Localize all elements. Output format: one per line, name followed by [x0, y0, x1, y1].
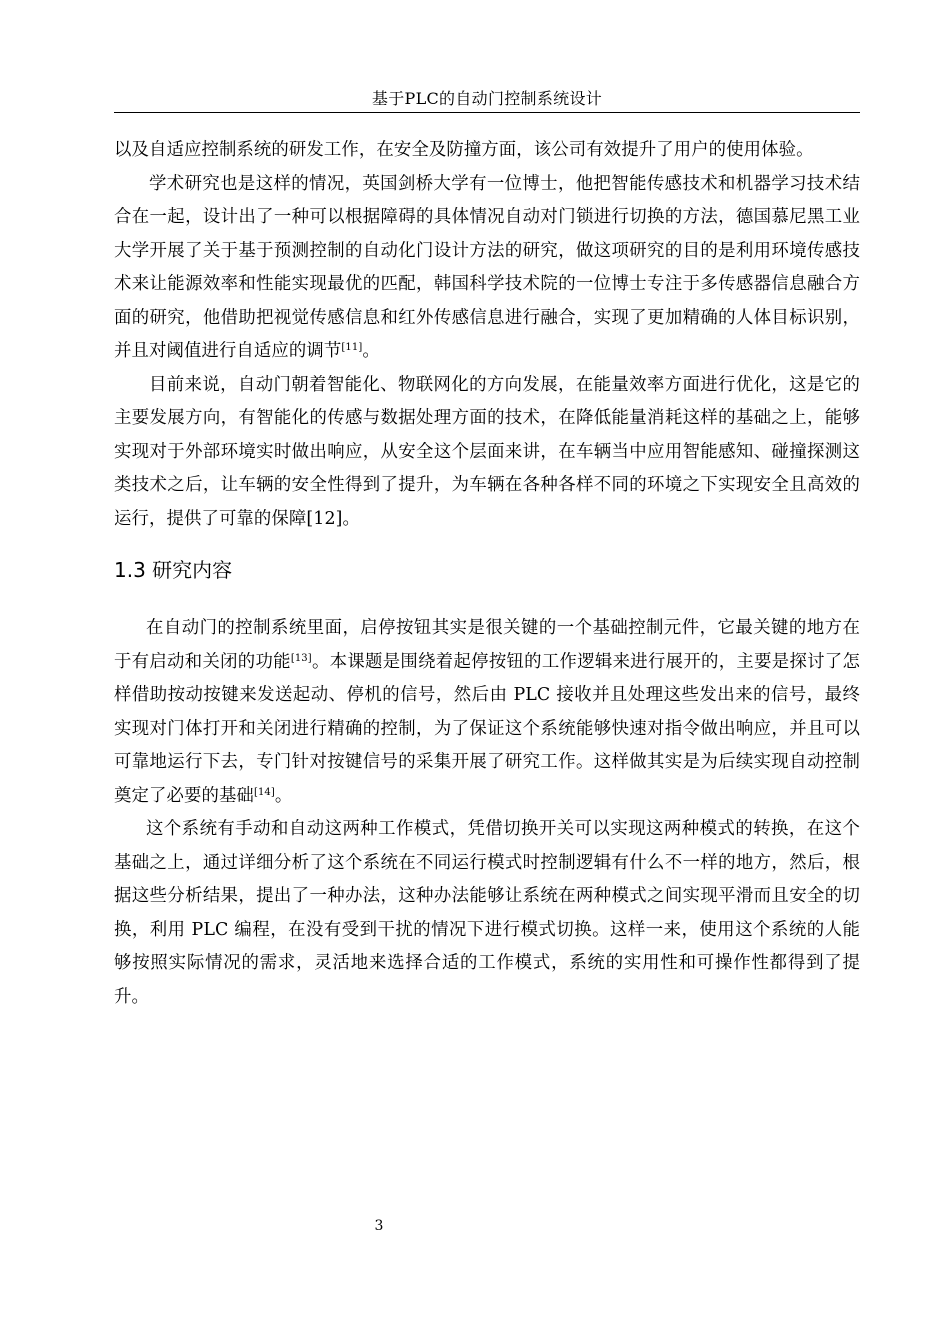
running-header: 基于PLC的自动门控制系统设计 — [371, 89, 603, 108]
page-number: 3 — [374, 1218, 384, 1234]
citation-13: [13] — [290, 652, 312, 664]
paragraph-4-end: 。 — [274, 785, 293, 806]
paragraph-1: 以及自适应控制系统的研发工作，在安全及防撞方面，该公司有效提升了用户的使用体验。 — [114, 140, 814, 160]
paragraph-2-text: 学术研究也是这样的情况，英国剑桥大学有一位博士，他把智能传感技术和机器学习技术结合在一起，设计出了一种可以根据障碍的具体情况自动对门锁进行切换的方法，德国慕尼黑工业大学开展了关于基于预测控制的自动化门设计方法的研究，做这项研究的目的是利用环境传感技术来让能源效率和性能实现最优的匹配，韩国科学技术院的一位博士专注于多传感器信息融合方面的研究，他借助把视觉传感信息和红外传感信息进行融合，实现了更加精确的人体目标识别，并且对阈值进行自适应的调节 — [114, 173, 860, 361]
paragraph-5: 这个系统有手动和自动这两种工作模式，凭借切换开关可以实现这两种模式的转换，在这个基础之上，通过详细分析了这个系统在不同运行模式时控制逻辑有什么不一样的地方，然后，根据这些分析结果，提出了一种办法，这种办法能够让系统在两种模式之间实现平滑而且安全的切换，利用 PLC 编程，在没有受到干扰的情况下进行模式切换。这样一来，使用这个系统的人能够按照实际情况的需求，灵活地来选择合适的工作模式，系统的实用性和可操作性都得到了提升。 — [114, 819, 860, 1007]
paragraph-4 — [114, 612, 860, 813]
citation-14: [14] — [253, 786, 275, 798]
paragraph-4-text-a: 在自动门的控制系统里面，启停按钮其实是很关键的一个基础控制元件，它最关键的地方在于有启动和关闭的功能 — [114, 618, 860, 672]
citation-11: [11] — [341, 342, 363, 353]
paragraph-2-end: 。 — [362, 341, 380, 361]
paragraph-3: 目前来说，自动门朝着智能化、物联网化的方向发展，在能量效率方面进行优化，这是它的主要发展方向，有智能化的传感与数据处理方面的技术，在降低能量消耗这样的基础之上，能够实现对于外部环境实时做出响应，从安全这个层面来讲，在车辆当中应用智能感知、碰撞探测这类技术之后，让车辆的安全性得到了提升，为车辆在各种各样不同的环境之下实现安全且高效的运行，提供了可靠的保障[12]。 — [114, 374, 860, 529]
paragraph-4-text-b: 。本课题是围绕着起停按钮的工作逻辑来进行展开的，主要是探讨了怎样借助按动按键来发送起动、停机的信号，然后由 PLC 接收并且处理这些发出来的信号，最终实现对门体打开和关闭进行精确的控制，为了保证这个系统能够快速对指令做出响应，并且可以可靠地运行下去，专门针对按键信号的采集开展了研究工作。这样做其实是为后续实现自动控制奠定了必要的基础 — [114, 651, 860, 806]
paragraph-2 — [114, 168, 860, 369]
section-heading: 1.3 研究内容 — [114, 558, 233, 582]
body-text — [114, 134, 860, 1014]
header-rule — [114, 112, 860, 113]
